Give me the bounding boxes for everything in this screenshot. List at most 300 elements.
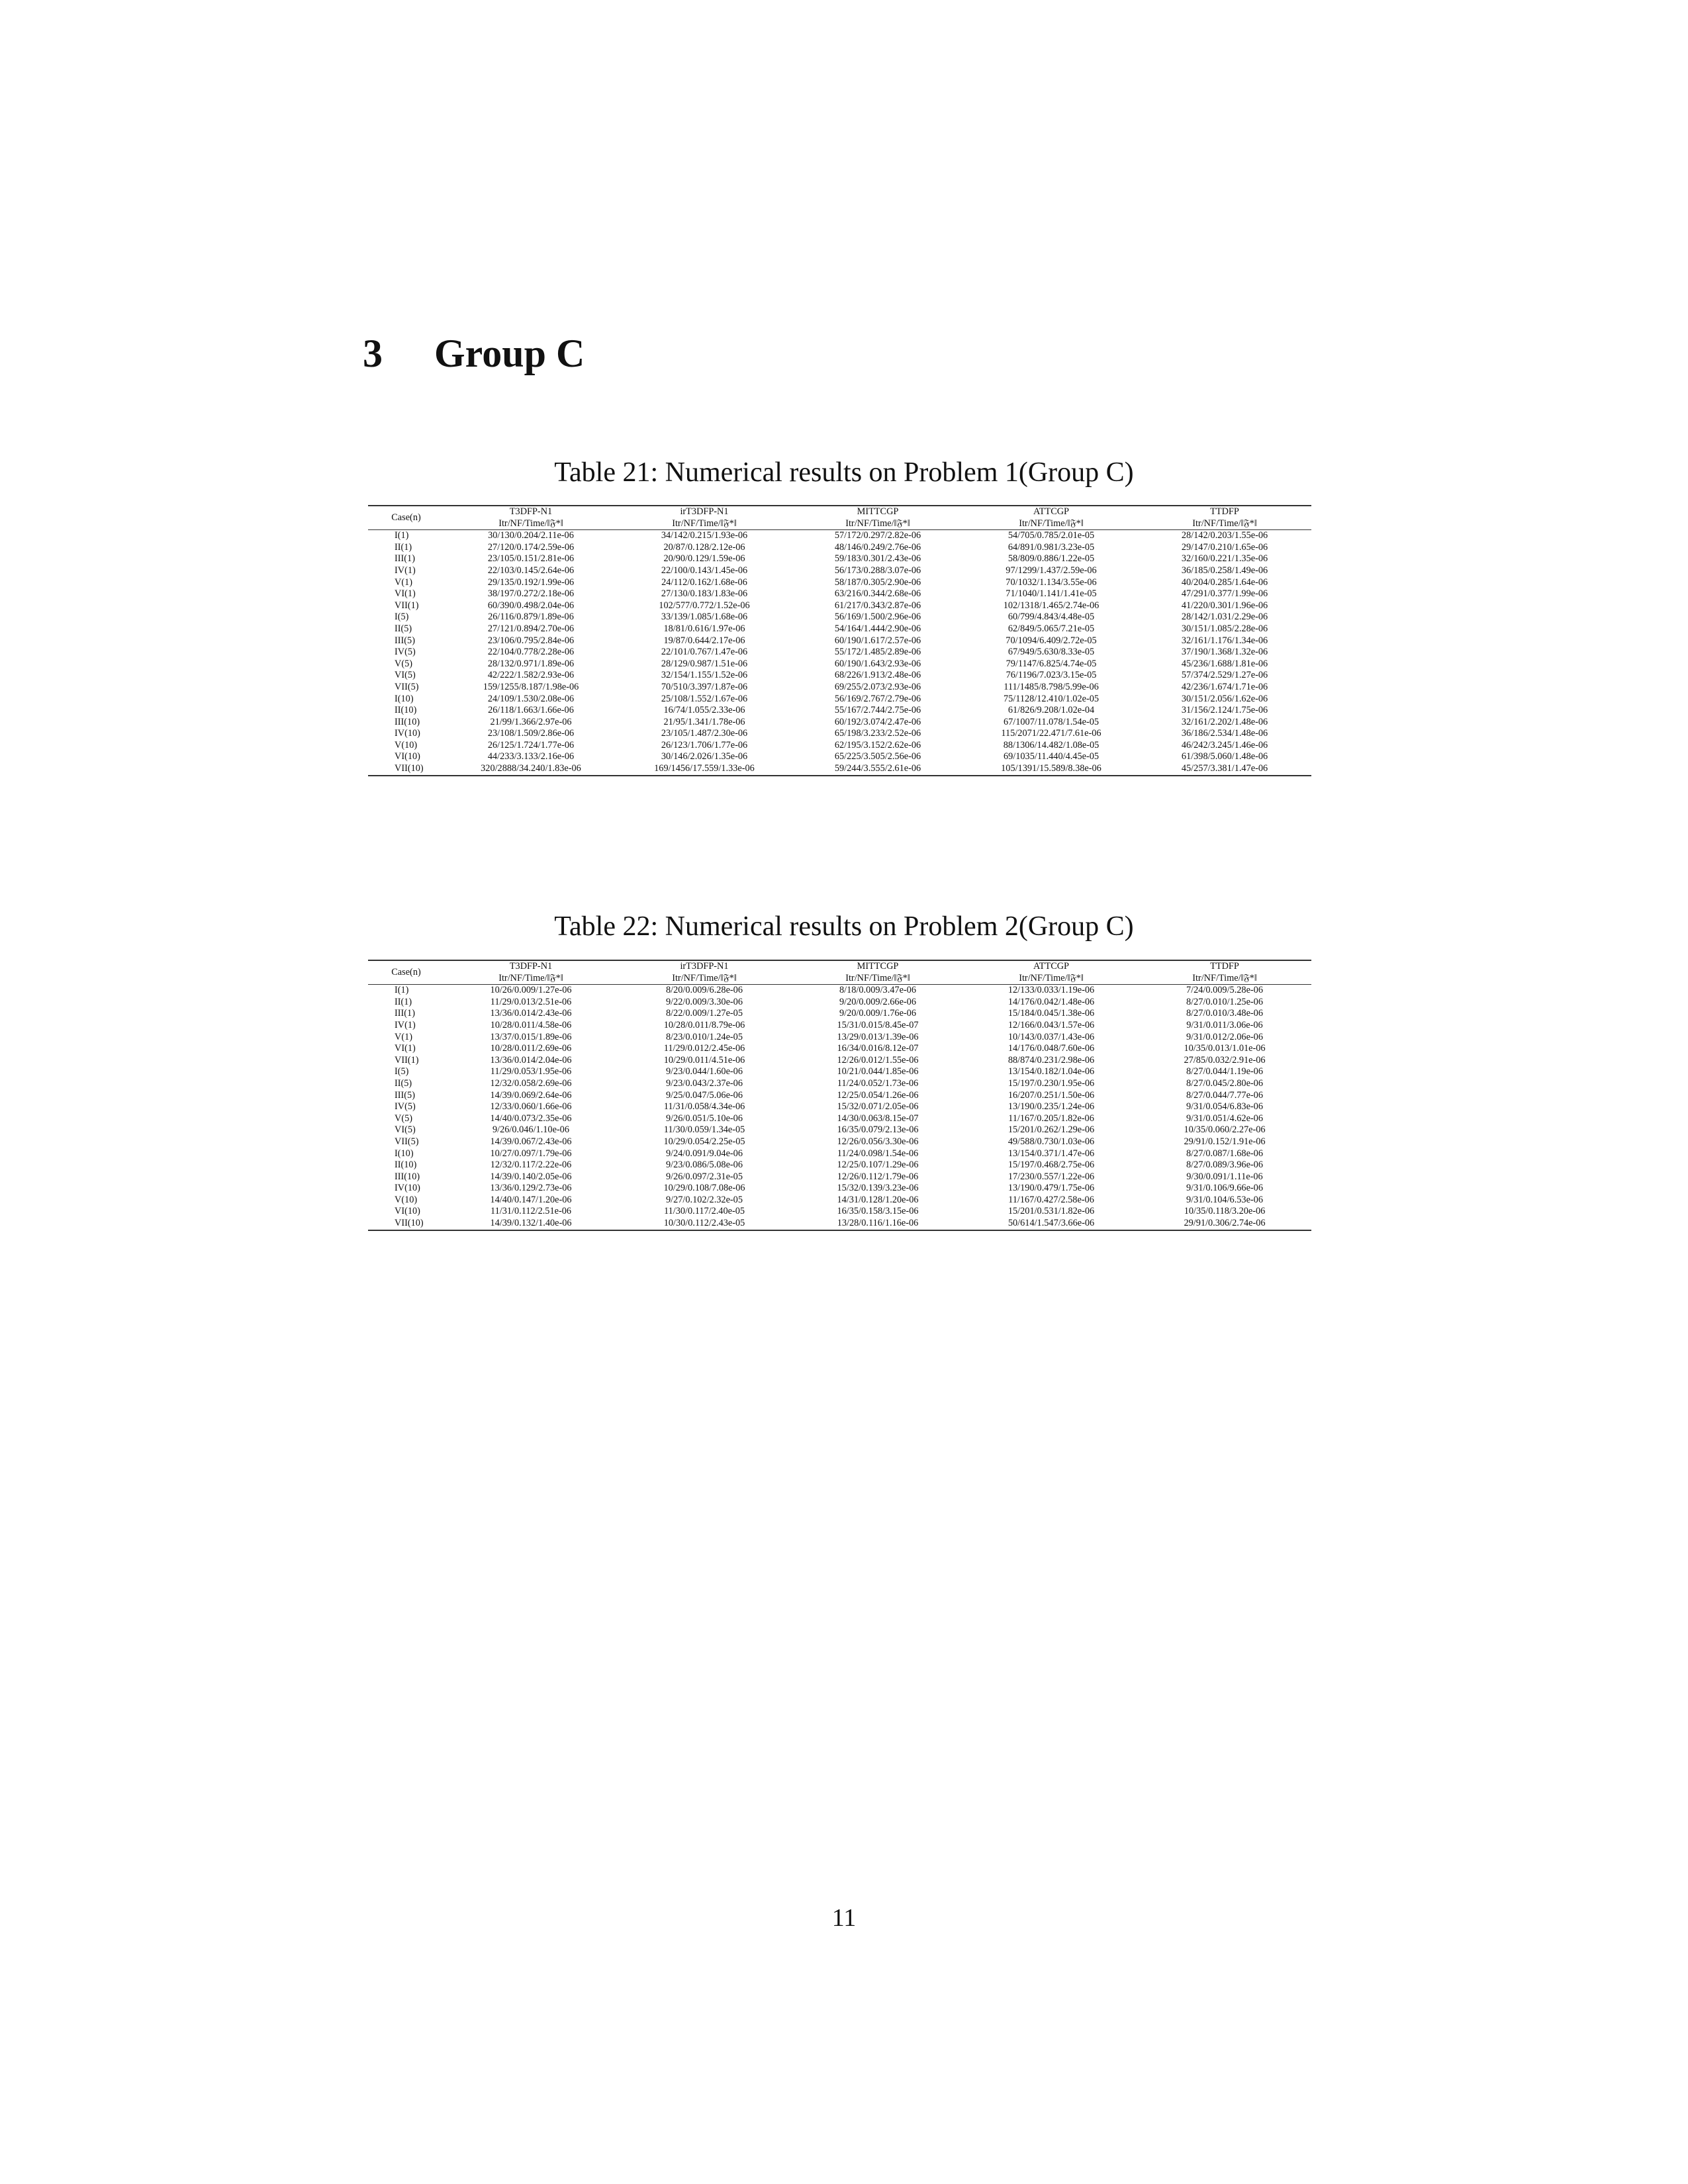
result-cell: 16/34/0.016/8.12e-07 — [837, 1043, 919, 1054]
result-cell: 9/31/0.106/9.66e-06 — [1186, 1183, 1263, 1194]
result-cell: 27/121/0.894/2.70e-06 — [487, 623, 575, 634]
result-cell: 32/161/2.202/1.48e-06 — [1181, 716, 1268, 727]
case-label-cell: VI(1) — [395, 1043, 416, 1054]
result-cell: 58/809/0.886/1.22e-05 — [1008, 553, 1095, 565]
result-cell: 9/27/0.102/2.32e-05 — [666, 1194, 743, 1205]
result-cell: 60/190/1.643/2.93e-06 — [834, 658, 921, 669]
method-header: ATTCGP — [1033, 506, 1070, 517]
table-row — [368, 542, 1311, 554]
table-row — [368, 1020, 1311, 1032]
result-cell: 62/195/3.152/2.62e-06 — [834, 739, 921, 751]
metric-subheader: Itr/NF/Time/‖𝔉*‖ — [791, 518, 964, 530]
result-cell: 11/30/0.059/1.34e-05 — [663, 1124, 745, 1136]
result-cell: 32/161/1.176/1.34e-06 — [1181, 635, 1268, 646]
result-cell: 27/130/0.183/1.83e-06 — [661, 588, 748, 600]
result-cell: 11/29/0.053/1.95e-06 — [490, 1066, 572, 1077]
result-cell: 8/27/0.044/1.19e-06 — [1186, 1066, 1263, 1077]
table-row — [368, 670, 1311, 682]
result-cell: 62/849/5.065/7.21e-05 — [1008, 623, 1095, 634]
page-number: 11 — [831, 1904, 857, 1932]
result-cell: 10/35/0.060/2.27e-06 — [1184, 1124, 1266, 1136]
result-cell: 9/22/0.009/3.30e-06 — [666, 996, 743, 1007]
result-cell: 60/190/1.617/2.57e-06 — [834, 635, 921, 646]
result-cell: 13/36/0.129/2.73e-06 — [490, 1183, 572, 1194]
result-cell: 27/85/0.032/2.91e-06 — [1184, 1054, 1266, 1066]
result-cell: 18/81/0.616/1.97e-06 — [663, 623, 745, 634]
table-row — [368, 1124, 1311, 1136]
case-label-cell: I(5) — [395, 612, 409, 623]
case-label-cell: I(5) — [395, 1066, 409, 1077]
result-cell: 10/28/0.011/4.58e-06 — [490, 1019, 572, 1030]
table-row — [368, 1136, 1311, 1148]
section-number: 3 — [363, 332, 383, 375]
metric-subheader: Itr/NF/Time/‖𝔉*‖ — [618, 518, 791, 530]
result-cell: 22/104/0.778/2.28e-06 — [487, 647, 575, 658]
result-cell: 57/172/0.297/2.82e-06 — [834, 530, 921, 541]
result-cell: 45/257/3.381/1.47e-06 — [1181, 763, 1268, 774]
result-cell: 23/105/1.487/2.30e-06 — [661, 728, 748, 739]
result-cell: 41/220/0.301/1.96e-06 — [1181, 600, 1268, 611]
result-cell: 14/176/0.042/1.48e-06 — [1008, 996, 1095, 1007]
result-cell: 55/172/1.485/2.89e-06 — [834, 647, 921, 658]
result-cell: 8/27/0.045/2.80e-06 — [1186, 1077, 1263, 1089]
result-cell: 13/190/0.235/1.24e-06 — [1008, 1101, 1095, 1113]
method-header: irT3DFP-N1 — [680, 506, 729, 517]
result-cell: 33/139/1.085/1.68e-06 — [661, 612, 748, 623]
result-cell: 12/32/0.058/2.69e-06 — [490, 1077, 572, 1089]
result-cell: 12/32/0.117/2.22e-06 — [490, 1160, 572, 1171]
method-header: T3DFP-N1 — [509, 506, 553, 517]
result-cell: 13/154/0.182/1.04e-06 — [1008, 1066, 1095, 1077]
result-cell: 88/1306/14.482/1.08e-05 — [1003, 739, 1100, 751]
result-cell: 14/40/0.147/1.20e-06 — [490, 1194, 572, 1205]
case-label-cell: II(10) — [395, 705, 417, 716]
result-cell: 65/198/3.233/2.52e-06 — [834, 728, 921, 739]
case-label-cell: I(1) — [395, 530, 409, 541]
result-cell: 111/1485/8.798/5.99e-06 — [1004, 681, 1099, 692]
result-cell: 29/135/0.192/1.99e-06 — [487, 576, 575, 588]
table-row — [368, 717, 1311, 729]
result-cell: 13/190/0.479/1.75e-06 — [1008, 1183, 1095, 1194]
result-cell: 22/101/0.767/1.47e-06 — [661, 647, 748, 658]
table-22-caption: Table 22: Numerical results on Problem 2(Group C) — [554, 911, 1134, 942]
result-cell: 38/197/0.272/2.18e-06 — [487, 588, 575, 600]
result-cell: 19/87/0.644/2.17e-06 — [663, 635, 745, 646]
table-row — [368, 600, 1311, 612]
case-label-cell: I(10) — [395, 1148, 414, 1159]
result-cell: 59/244/3.555/2.61e-06 — [834, 763, 921, 774]
result-cell: 9/25/0.047/5.06e-06 — [666, 1089, 743, 1101]
result-cell: 70/1094/6.409/2.72e-05 — [1006, 635, 1097, 646]
result-cell: 60/192/3.074/2.47e-06 — [834, 716, 921, 727]
result-cell: 13/154/0.371/1.47e-06 — [1008, 1148, 1095, 1159]
case-label-cell: IV(5) — [395, 647, 416, 658]
result-cell: 10/28/0.011/8.79e-06 — [663, 1019, 745, 1030]
result-cell: 9/31/0.054/6.83e-06 — [1186, 1101, 1263, 1113]
result-cell: 10/35/0.118/3.20e-06 — [1184, 1206, 1266, 1217]
result-cell: 23/105/0.151/2.81e-06 — [487, 553, 575, 565]
result-cell: 13/28/0.116/1.16e-06 — [837, 1218, 919, 1229]
table-row — [368, 565, 1311, 577]
result-cell: 59/183/0.301/2.43e-06 — [834, 553, 921, 565]
result-cell: 16/35/0.158/3.15e-06 — [837, 1206, 919, 1217]
result-cell: 14/176/0.048/7.60e-06 — [1008, 1043, 1095, 1054]
result-cell: 56/169/2.767/2.79e-06 — [834, 693, 921, 704]
result-cell: 11/31/0.112/2.51e-06 — [490, 1206, 572, 1217]
result-cell: 22/100/0.143/1.45e-06 — [661, 565, 748, 576]
result-cell: 8/27/0.010/3.48e-06 — [1186, 1008, 1263, 1019]
section-title: Group C — [434, 332, 585, 375]
table-row — [368, 985, 1311, 997]
case-label-cell: VII(5) — [395, 681, 419, 692]
result-cell: 102/1318/1.465/2.74e-06 — [1003, 600, 1100, 611]
table-row — [368, 1078, 1311, 1090]
method-header: TTDFP — [1210, 506, 1239, 517]
result-cell: 9/26/0.046/1.10e-06 — [492, 1124, 569, 1136]
table-row — [368, 635, 1311, 647]
table-row — [368, 705, 1311, 717]
case-label-cell: V(5) — [395, 1113, 412, 1124]
metric-subheader: Itr/NF/Time/‖𝔉*‖ — [1138, 518, 1311, 530]
result-cell: 8/23/0.010/1.24e-05 — [666, 1031, 743, 1042]
result-cell: 31/156/2.124/1.75e-06 — [1181, 705, 1268, 716]
case-label-cell: V(10) — [395, 739, 418, 751]
case-label-cell: VII(1) — [395, 600, 419, 611]
result-cell: 76/1196/7.023/3.15e-05 — [1006, 670, 1097, 681]
result-cell: 10/28/0.011/2.69e-06 — [490, 1043, 572, 1054]
result-cell: 14/31/0.128/1.20e-06 — [837, 1194, 919, 1205]
result-cell: 42/222/1.582/2.93e-06 — [487, 670, 575, 681]
result-cell: 71/1040/1.141/1.41e-05 — [1006, 588, 1097, 600]
result-cell: 9/20/0.009/1.76e-06 — [839, 1008, 916, 1019]
case-column-header: Case(n) — [368, 506, 444, 530]
case-label-cell: III(1) — [395, 1008, 415, 1019]
table-row — [368, 1032, 1311, 1044]
table-row — [368, 751, 1311, 763]
case-label-cell: III(5) — [395, 1089, 415, 1101]
table-row — [368, 553, 1311, 565]
result-cell: 14/39/0.067/2.43e-06 — [490, 1136, 572, 1147]
table-22 — [368, 960, 1311, 1231]
result-cell: 37/190/1.368/1.32e-06 — [1181, 647, 1268, 658]
result-cell: 9/20/0.009/2.66e-06 — [839, 996, 916, 1007]
result-cell: 169/1456/17.559/1.33e-06 — [654, 763, 755, 774]
result-cell: 29/147/0.210/1.65e-06 — [1181, 541, 1268, 553]
result-cell: 36/186/2.534/1.48e-06 — [1181, 728, 1268, 739]
result-cell: 70/1032/1.134/3.55e-06 — [1006, 576, 1097, 588]
table-row — [368, 1195, 1311, 1206]
result-cell: 9/24/0.091/9.04e-06 — [666, 1148, 743, 1159]
case-label-cell: II(1) — [395, 541, 412, 553]
table-row — [368, 1218, 1311, 1230]
result-cell: 30/151/2.056/1.62e-06 — [1181, 693, 1268, 704]
result-cell: 10/29/0.054/2.25e-05 — [663, 1136, 745, 1147]
result-cell: 34/142/0.215/1.93e-06 — [661, 530, 748, 541]
result-cell: 13/37/0.015/1.89e-06 — [490, 1031, 572, 1042]
result-cell: 10/143/0.037/1.43e-06 — [1008, 1031, 1095, 1042]
case-label-cell: III(5) — [395, 635, 415, 646]
result-cell: 15/31/0.015/8.45e-07 — [837, 1019, 919, 1030]
case-label-cell: VI(5) — [395, 670, 416, 681]
table-row — [368, 763, 1311, 776]
table-row — [368, 1008, 1311, 1020]
result-cell: 10/30/0.112/2.43e-05 — [663, 1218, 745, 1229]
result-cell: 16/35/0.079/2.13e-06 — [837, 1124, 919, 1136]
metric-subheader: Itr/NF/Time/‖𝔉*‖ — [618, 973, 791, 985]
result-cell: 11/30/0.117/2.40e-05 — [663, 1206, 745, 1217]
result-cell: 7/24/0.009/5.28e-06 — [1186, 985, 1263, 996]
result-cell: 42/236/1.674/1.71e-06 — [1181, 681, 1268, 692]
result-cell: 32/154/1.155/1.52e-06 — [661, 670, 748, 681]
result-cell: 61/217/0.343/2.87e-06 — [834, 600, 921, 611]
result-cell: 56/173/0.288/3.07e-06 — [834, 565, 921, 576]
result-cell: 11/24/0.098/1.54e-06 — [837, 1148, 919, 1159]
result-cell: 320/2888/34.240/1.83e-06 — [481, 763, 581, 774]
method-header: MITTCGP — [857, 506, 899, 517]
result-cell: 8/22/0.009/1.27e-05 — [666, 1008, 743, 1019]
case-label-cell: V(10) — [395, 1194, 418, 1205]
result-cell: 26/116/0.879/1.89e-06 — [488, 612, 574, 623]
metric-subheader: Itr/NF/Time/‖𝔉*‖ — [1138, 973, 1311, 985]
result-cell: 25/108/1.552/1.67e-06 — [661, 693, 748, 704]
table-row — [368, 1206, 1311, 1218]
result-cell: 10/26/0.009/1.27e-06 — [490, 985, 572, 996]
table-row — [368, 647, 1311, 659]
result-cell: 24/109/1.530/2.08e-06 — [487, 693, 575, 704]
results-table-problem-2 — [368, 960, 1311, 1231]
result-cell: 9/31/0.012/2.06e-06 — [1186, 1031, 1263, 1042]
metric-subheader: Itr/NF/Time/‖𝔉*‖ — [444, 518, 618, 530]
result-cell: 102/577/0.772/1.52e-06 — [659, 600, 750, 611]
result-cell: 159/1255/8.187/1.98e-06 — [483, 681, 579, 692]
result-cell: 88/874/0.231/2.98e-06 — [1008, 1054, 1095, 1066]
table-row — [368, 997, 1311, 1009]
table-row — [368, 1055, 1311, 1067]
result-cell: 21/99/1.366/2.97e-06 — [490, 716, 572, 727]
result-cell: 12/33/0.060/1.66e-06 — [490, 1101, 572, 1113]
result-cell: 69/1035/11.440/4.45e-05 — [1003, 751, 1100, 762]
result-cell: 8/27/0.089/3.96e-06 — [1186, 1160, 1263, 1171]
case-label-cell: V(1) — [395, 1031, 412, 1042]
table-row — [368, 1171, 1311, 1183]
result-cell: 15/201/0.531/1.82e-06 — [1008, 1206, 1095, 1217]
result-cell: 49/588/0.730/1.03e-06 — [1008, 1136, 1095, 1147]
result-cell: 17/230/0.557/1.22e-06 — [1008, 1171, 1095, 1182]
result-cell: 13/29/0.013/1.39e-06 — [837, 1031, 919, 1042]
case-label-cell: II(5) — [395, 623, 412, 634]
result-cell: 15/197/0.468/2.75e-06 — [1008, 1160, 1095, 1171]
metric-subheader: Itr/NF/Time/‖𝔉*‖ — [964, 518, 1138, 530]
result-cell: 12/26/0.112/1.79e-06 — [837, 1171, 919, 1182]
table-row — [368, 659, 1311, 670]
result-cell: 32/160/0.221/1.35e-06 — [1181, 553, 1268, 565]
case-label-cell: VI(5) — [395, 1124, 416, 1136]
case-label-cell: V(1) — [395, 576, 412, 588]
result-cell: 28/132/0.971/1.89e-06 — [487, 658, 575, 669]
result-cell: 9/26/0.097/2.31e-05 — [666, 1171, 743, 1182]
table-row — [368, 694, 1311, 705]
method-header: irT3DFP-N1 — [680, 961, 729, 972]
table-21 — [368, 505, 1311, 776]
result-cell: 40/204/0.285/1.64e-06 — [1181, 576, 1268, 588]
method-header: ATTCGP — [1033, 961, 1070, 972]
table-row — [368, 1066, 1311, 1078]
metric-subheader: Itr/NF/Time/‖𝔉*‖ — [444, 973, 618, 985]
result-cell: 15/201/0.262/1.29e-06 — [1008, 1124, 1095, 1136]
result-cell: 69/255/2.073/2.93e-06 — [834, 681, 921, 692]
result-cell: 61/398/5.060/1.48e-06 — [1181, 751, 1268, 762]
result-cell: 67/949/5.630/8.33e-05 — [1008, 647, 1095, 658]
result-cell: 23/106/0.795/2.84e-06 — [487, 635, 575, 646]
result-cell: 47/291/0.377/1.99e-06 — [1181, 588, 1268, 600]
table-row — [368, 588, 1311, 600]
result-cell: 63/216/0.344/2.68e-06 — [834, 588, 921, 600]
case-label-cell: IV(1) — [395, 565, 416, 576]
result-cell: 24/112/0.162/1.68e-06 — [661, 576, 747, 588]
result-cell: 54/705/0.785/2.01e-05 — [1008, 530, 1095, 541]
result-cell: 15/32/0.139/3.23e-06 — [837, 1183, 919, 1194]
result-cell: 10/35/0.013/1.01e-06 — [1184, 1043, 1266, 1054]
result-cell: 105/1391/15.589/8.38e-06 — [1001, 763, 1102, 774]
case-label-cell: I(10) — [395, 693, 414, 704]
table-row — [368, 1183, 1311, 1195]
result-cell: 58/187/0.305/2.90e-06 — [834, 576, 921, 588]
result-cell: 23/108/1.509/2.86e-06 — [487, 728, 575, 739]
result-cell: 11/24/0.052/1.73e-06 — [837, 1077, 919, 1089]
result-cell: 12/25/0.107/1.29e-06 — [837, 1160, 919, 1171]
table-row — [368, 1043, 1311, 1055]
result-cell: 68/226/1.913/2.48e-06 — [834, 670, 921, 681]
result-cell: 75/1128/12.410/1.02e-05 — [1003, 693, 1100, 704]
result-cell: 9/31/0.011/3.06e-06 — [1186, 1019, 1263, 1030]
result-cell: 79/1147/6.825/4.74e-05 — [1006, 658, 1097, 669]
result-cell: 14/39/0.069/2.64e-06 — [490, 1089, 572, 1101]
case-label-cell: III(10) — [395, 1171, 420, 1182]
case-label-cell: II(1) — [395, 996, 412, 1007]
result-cell: 44/233/3.133/2.16e-06 — [487, 751, 575, 762]
method-header: TTDFP — [1210, 961, 1239, 972]
result-cell: 28/142/1.031/2.29e-06 — [1181, 612, 1268, 623]
table-row — [368, 612, 1311, 623]
result-cell: 14/40/0.073/2.35e-06 — [490, 1113, 572, 1124]
result-cell: 60/390/0.498/2.04e-06 — [487, 600, 575, 611]
case-label-cell: I(1) — [395, 985, 409, 996]
result-cell: 97/1299/1.437/2.59e-06 — [1006, 565, 1097, 576]
result-cell: 9/31/0.051/4.62e-06 — [1186, 1113, 1263, 1124]
result-cell: 9/23/0.086/5.08e-06 — [666, 1160, 743, 1171]
table-row — [368, 1113, 1311, 1125]
result-cell: 8/27/0.010/1.25e-06 — [1186, 996, 1263, 1007]
table-row — [368, 1148, 1311, 1160]
result-cell: 60/799/4.843/4.48e-05 — [1008, 612, 1095, 623]
result-cell: 14/39/0.132/1.40e-06 — [490, 1218, 572, 1229]
result-cell: 9/23/0.043/2.37e-06 — [666, 1077, 743, 1089]
results-table-problem-1 — [368, 505, 1311, 776]
result-cell: 12/26/0.012/1.55e-06 — [837, 1054, 919, 1066]
result-cell: 15/197/0.230/1.95e-06 — [1008, 1077, 1095, 1089]
case-label-cell: II(5) — [395, 1077, 412, 1089]
result-cell: 9/23/0.044/1.60e-06 — [666, 1066, 743, 1077]
case-label-cell: IV(1) — [395, 1019, 416, 1030]
table-row — [368, 577, 1311, 589]
result-cell: 65/225/3.505/2.56e-06 — [834, 751, 921, 762]
case-label-cell: VI(10) — [395, 1206, 420, 1217]
case-column-header: Case(n) — [368, 960, 444, 985]
section-heading — [363, 331, 585, 377]
result-cell: 30/146/2.026/1.35e-06 — [661, 751, 748, 762]
result-cell: 10/29/0.011/4.51e-06 — [663, 1054, 745, 1066]
metric-subheader: Itr/NF/Time/‖𝔉*‖ — [791, 973, 964, 985]
result-cell: 11/29/0.013/2.51e-06 — [490, 996, 572, 1007]
result-cell: 16/74/1.055/2.33e-06 — [663, 705, 745, 716]
table-row — [368, 1101, 1311, 1113]
result-cell: 11/29/0.012/2.45e-06 — [663, 1043, 745, 1054]
method-header: T3DFP-N1 — [509, 961, 553, 972]
result-cell: 8/20/0.009/6.28e-06 — [666, 985, 743, 996]
result-cell: 54/164/1.444/2.90e-06 — [834, 623, 921, 634]
result-cell: 27/120/0.174/2.59e-06 — [487, 541, 575, 553]
result-cell: 55/167/2.744/2.75e-06 — [834, 705, 921, 716]
result-cell: 8/27/0.044/7.77e-06 — [1186, 1089, 1263, 1101]
result-cell: 20/87/0.128/2.12e-06 — [663, 541, 745, 553]
case-label-cell: III(1) — [395, 553, 415, 565]
result-cell: 70/510/3.397/1.87e-06 — [661, 681, 748, 692]
result-cell: 14/39/0.140/2.05e-06 — [490, 1171, 572, 1182]
result-cell: 21/95/1.341/1.78e-06 — [663, 716, 745, 727]
result-cell: 13/36/0.014/2.04e-06 — [490, 1054, 572, 1066]
table-row — [368, 1160, 1311, 1171]
result-cell: 11/167/0.205/1.82e-06 — [1008, 1113, 1094, 1124]
case-label-cell: IV(10) — [395, 728, 420, 739]
result-cell: 115/2071/22.471/7.61e-06 — [1001, 728, 1102, 739]
result-cell: 11/167/0.427/2.58e-06 — [1008, 1194, 1094, 1205]
result-cell: 20/90/0.129/1.59e-06 — [663, 553, 745, 565]
result-cell: 10/21/0.044/1.85e-06 — [837, 1066, 919, 1077]
case-label-cell: VII(10) — [395, 763, 424, 774]
result-cell: 12/26/0.056/3.30e-06 — [837, 1136, 919, 1147]
result-cell: 36/185/0.258/1.49e-06 — [1181, 565, 1268, 576]
result-cell: 13/36/0.014/2.43e-06 — [490, 1008, 572, 1019]
result-cell: 12/166/0.043/1.57e-06 — [1008, 1019, 1095, 1030]
result-cell: 26/125/1.724/1.77e-06 — [487, 739, 575, 751]
result-cell: 14/30/0.063/8.15e-07 — [837, 1113, 919, 1124]
result-cell: 22/103/0.145/2.64e-06 — [487, 565, 575, 576]
case-label-cell: VI(10) — [395, 751, 420, 762]
table-row — [368, 623, 1311, 635]
result-cell: 64/891/0.981/3.23e-05 — [1008, 541, 1095, 553]
result-cell: 9/30/0.091/1.11e-06 — [1186, 1171, 1263, 1182]
result-cell: 67/1007/11.078/1.54e-05 — [1003, 716, 1100, 727]
result-cell: 10/27/0.097/1.79e-06 — [490, 1148, 572, 1159]
result-cell: 15/184/0.045/1.38e-06 — [1008, 1008, 1095, 1019]
case-label-cell: VII(10) — [395, 1218, 424, 1229]
result-cell: 15/32/0.071/2.05e-06 — [837, 1101, 919, 1113]
table-row — [368, 728, 1311, 740]
result-cell: 45/236/1.688/1.81e-06 — [1181, 658, 1268, 669]
result-cell: 46/242/3.245/1.46e-06 — [1181, 739, 1268, 751]
result-cell: 48/146/0.249/2.76e-06 — [834, 541, 921, 553]
result-cell: 30/130/0.204/2.11e-06 — [488, 530, 574, 541]
case-label-cell: II(10) — [395, 1160, 417, 1171]
result-cell: 12/25/0.054/1.26e-06 — [837, 1089, 919, 1101]
method-header: MITTCGP — [857, 961, 899, 972]
table-21-caption: Table 21: Numerical results on Problem 1(Group C) — [554, 457, 1134, 488]
result-cell: 16/207/0.251/1.50e-06 — [1008, 1089, 1095, 1101]
case-label-cell: V(5) — [395, 658, 412, 669]
result-cell: 57/374/2.529/1.27e-06 — [1181, 670, 1268, 681]
case-label-cell: IV(5) — [395, 1101, 416, 1113]
result-cell: 29/91/0.306/2.74e-06 — [1184, 1218, 1266, 1229]
